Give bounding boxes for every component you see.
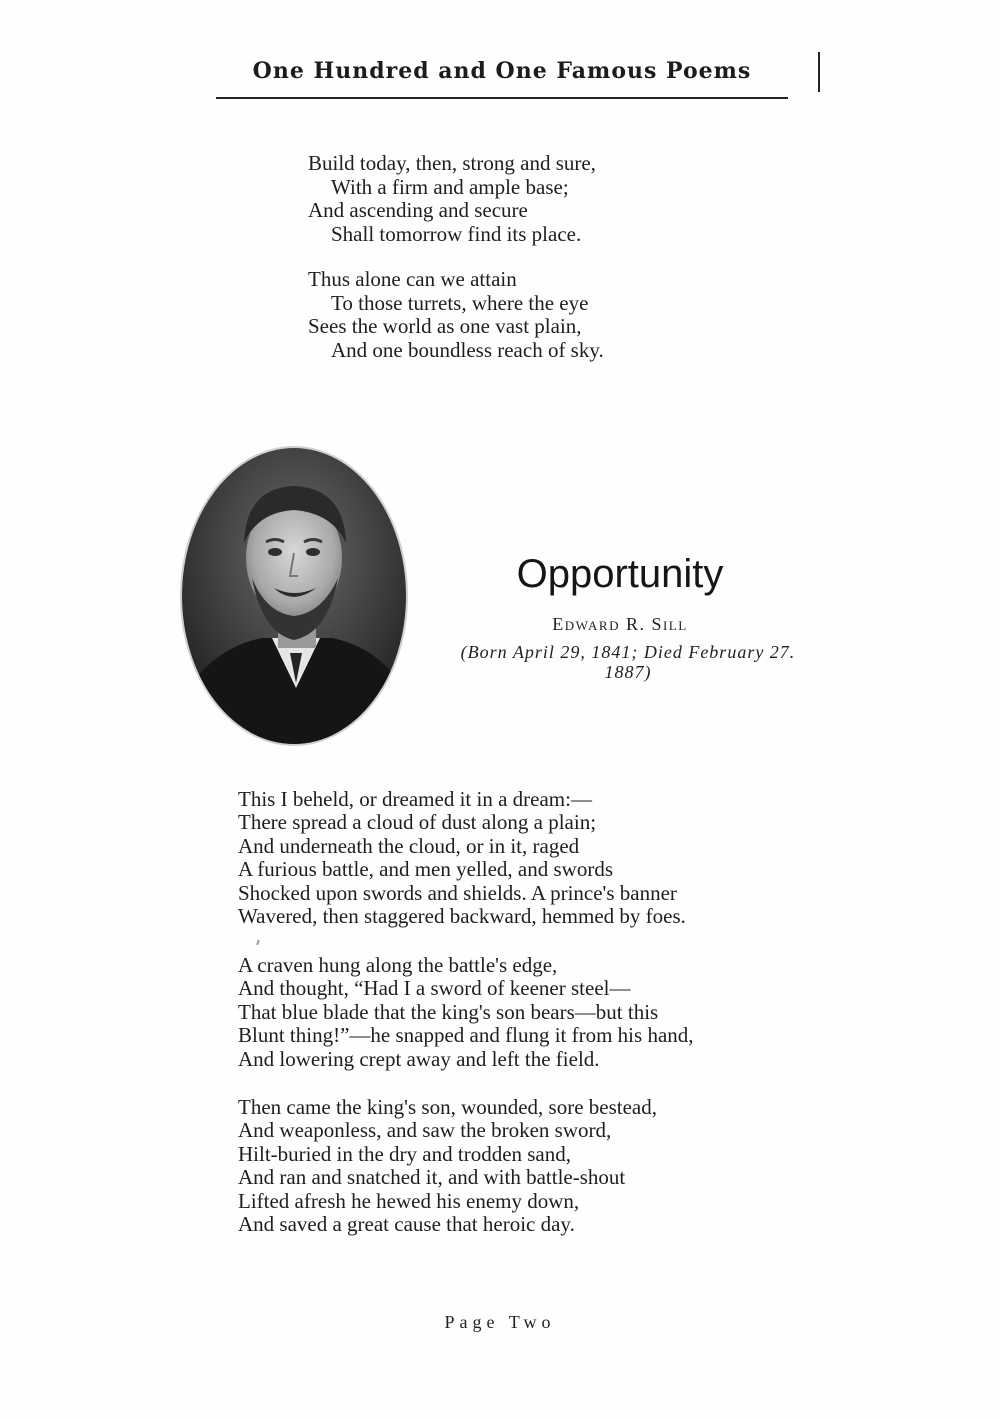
poem-line: Wavered, then staggered backward, hemmed by foes. [238, 904, 686, 929]
poem-line: With a firm and ample base; [331, 174, 569, 199]
poem-line: And ascending and secure [308, 198, 528, 222]
poem-line: And underneath the cloud, or in it, raged [238, 833, 580, 858]
author-portrait [180, 446, 408, 746]
margin-mark [818, 52, 820, 92]
poem-stanza-3 [238, 1096, 657, 1236]
previous-poem-stanza-1 [308, 152, 596, 246]
poem-line: Shocked upon swords and shields. A prince's banner [238, 880, 677, 905]
header-rule [216, 97, 788, 99]
poem-author: Edward R. Sill [552, 614, 688, 634]
poem-line: Build today, then, strong and sure, [308, 151, 596, 175]
poem-line: And thought, “Had I a sword of keener steel— [238, 976, 631, 1001]
poem-line: Lifted afresh he hewed his enemy down, [238, 1188, 580, 1213]
previous-poem-stanza-2 [308, 268, 604, 362]
poem-stanza-2 [238, 954, 694, 1071]
poem-line: Thus alone can we attain [308, 267, 517, 291]
poem-line: A craven hung along the battle's edge, [238, 953, 558, 977]
page-number: Page Two [444, 1312, 556, 1332]
poem-line: Sees the world as one vast plain, [308, 314, 582, 338]
poem-line: Hilt-buried in the dry and trodden sand, [238, 1141, 572, 1166]
poem-line: A furious battle, and men yelled, and swords [238, 857, 614, 882]
poem-line: And lowering crept away and left the field. [238, 1046, 600, 1071]
poem-line: And ran and snatched it, and with battle-shout [238, 1165, 626, 1190]
poem-line: There spread a cloud of dust along a plain; [238, 810, 597, 835]
running-title: One Hundred and One Famous Poems [252, 58, 752, 84]
author-dates: (Born April 29, 1841; Died February 27. 1887) [460, 642, 796, 682]
poem-line: And one boundless reach of sky. [331, 337, 604, 362]
poem-line: That blue blade that the king's son bears—but this [238, 999, 659, 1024]
portrait-image [182, 448, 408, 746]
poem-line: Shall tomorrow find its place. [331, 221, 582, 246]
poem-line: This I beheld, or dreamed it in a dream:— [238, 787, 592, 811]
poem-title: Opportunity [516, 552, 724, 596]
print-speck [256, 940, 260, 945]
poem-line: And weaponless, and saw the broken sword, [238, 1118, 612, 1143]
poem-line: Blunt thing!”—he snapped and flung it from his hand, [238, 1023, 694, 1048]
poem-line: Then came the king's son, wounded, sore bestead, [238, 1095, 658, 1119]
poem-stanza-1 [238, 788, 686, 928]
poem-line: And saved a great cause that heroic day. [238, 1212, 575, 1237]
poem-line: To those turrets, where the eye [331, 290, 589, 315]
